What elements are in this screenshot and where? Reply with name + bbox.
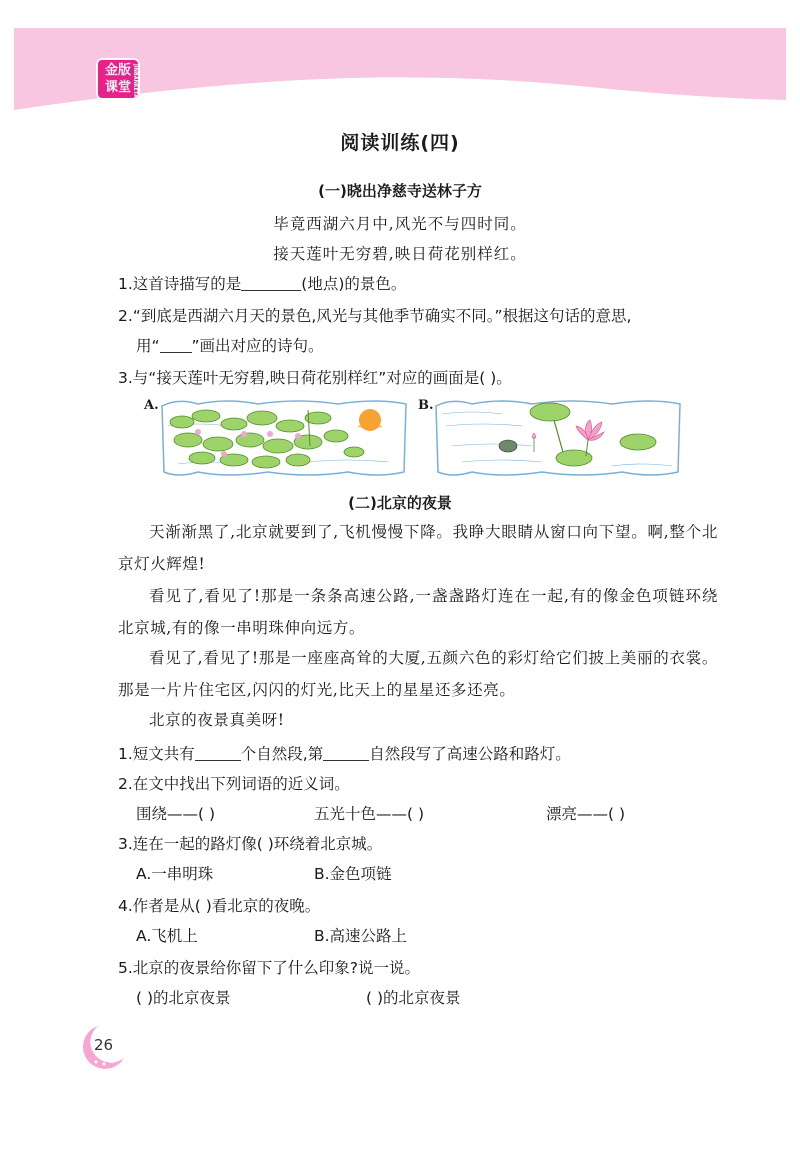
option-b-label: B. <box>418 398 434 413</box>
s1-q1-post: (地点)的景色。 <box>301 275 407 293</box>
s1-question-1 <box>118 272 406 294</box>
s2-q5-answer-1[interactable]: ( )的北京夜景 <box>136 989 231 1007</box>
s2-q2-word-1[interactable]: 围绕——( ) <box>136 805 216 823</box>
s2-q3-option-b[interactable]: B.金色项链 <box>314 865 392 883</box>
s2-question-5: 5.北京的夜景给你留下了什么印象?说一说。 <box>118 959 421 977</box>
passage-paragraph-1: 天渐渐黑了,北京就要到了,飞机慢慢下降。我睁大眼睛从窗口向下望。啊,整个北京灯火辉煌! <box>118 523 718 573</box>
option-a-image[interactable] <box>158 396 410 480</box>
s2-q2-word-2[interactable]: 五光十色——( ) <box>314 805 425 823</box>
s1-q2-pre: 用“ <box>136 337 160 355</box>
passage-paragraph-3: 看见了,看见了!那是一座座高耸的大厦,五颜六色的彩灯给它们披上美丽的衣裳。那是一片片住宅区,闪闪的灯光,比天上的星星还多还亮。 <box>118 649 718 699</box>
s2-q1-c: 自然段写了高速公路和路灯。 <box>369 745 571 763</box>
section2-title: (二)北京的夜景 <box>348 494 452 512</box>
s1-q2-post: ”画出对应的诗句。 <box>191 337 324 355</box>
s2-q1-a: 1.短文共有 <box>118 745 195 763</box>
option-a-label: A. <box>144 398 159 413</box>
s2-q3-option-a[interactable]: A.一串明珠 <box>136 865 214 883</box>
s1-q1-blank[interactable] <box>241 275 301 292</box>
s2-question-3: 3.连在一起的路灯像( )环绕着北京城。 <box>118 835 383 853</box>
passage-paragraph-2: 看见了,看见了!那是一条条高速公路,一盏盏路灯连在一起,有的像金色项链环绕北京城,有的像一串明珠伸向远方。 <box>118 587 718 637</box>
s1-q2-blank[interactable] <box>160 337 192 354</box>
s2-q1-blank-1[interactable] <box>195 745 241 762</box>
page-number-badge <box>76 1022 128 1070</box>
s2-q4-option-a[interactable]: A.飞机上 <box>136 927 198 945</box>
s2-q4-option-b[interactable]: B.高速公路上 <box>314 927 408 945</box>
s1-question-3: 3.与“接天莲叶无穷碧,映日荷花别样红”对应的画面是( )。 <box>118 369 512 387</box>
s2-question-2: 2.在文中找出下列词语的近义词。 <box>118 775 350 793</box>
option-b-image[interactable] <box>432 396 684 480</box>
s2-question-1 <box>118 742 571 764</box>
logo-subtext: JINBANKETANG <box>132 64 138 107</box>
poem-line-1: 毕竟西湖六月中,风光不与四时同。 <box>273 215 527 233</box>
logo-text-top: 金版 <box>104 63 131 78</box>
s2-q2-word-3[interactable]: 漂亮——( ) <box>546 805 626 823</box>
s2-question-4: 4.作者是从( )看北京的夜晚。 <box>118 897 321 915</box>
brand-logo <box>96 58 140 107</box>
page-number: 26 <box>94 1036 114 1054</box>
page-title: 阅读训练(四) <box>340 132 460 154</box>
logo-text-bottom: 课堂 <box>104 80 131 95</box>
s2-q1-b: 个自然段,第 <box>240 745 324 763</box>
passage-paragraph-4: 北京的夜景真美呀! <box>149 711 285 729</box>
s1-question-2a: 2.“到底是西湖六月天的景色,风光与其他季节确实不同。”根据这句话的意思, <box>118 307 632 325</box>
poem-line-2: 接天莲叶无穷碧,映日荷花别样红。 <box>273 245 527 263</box>
section1-title: (一)晓出净慈寺送林子方 <box>318 182 482 200</box>
s1-q1-pre: 1.这首诗描写的是 <box>118 275 242 293</box>
s2-q1-blank-2[interactable] <box>323 745 369 762</box>
s2-q5-answer-2[interactable]: ( )的北京夜景 <box>366 989 461 1007</box>
s1-question-2b <box>136 334 324 356</box>
